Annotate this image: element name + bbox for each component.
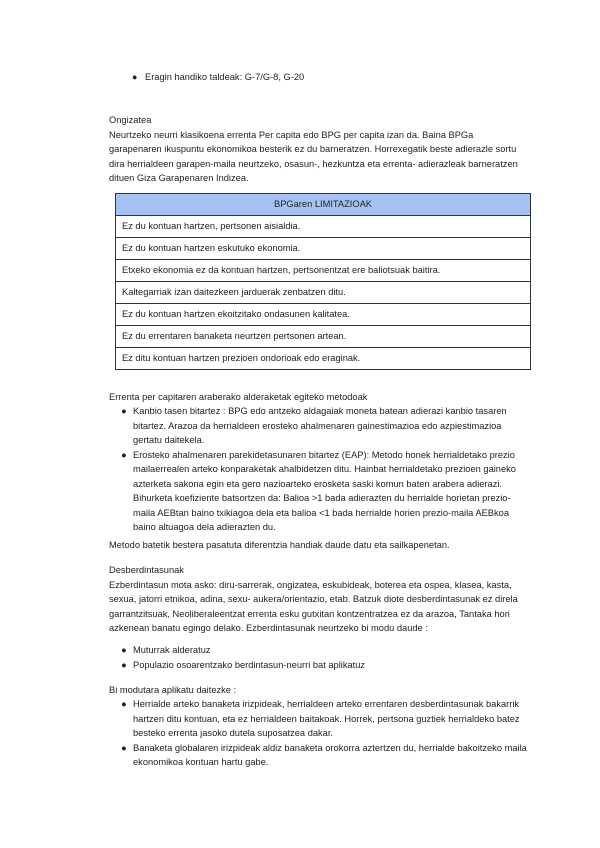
methods-footer: [109, 538, 524, 553]
table-row: [116, 326, 531, 348]
table-cell: Ez du kontuan hartzen ekoitzitako ondasunen kalitatea.: [116, 304, 531, 326]
table-cell: Ez du errentaren banaketa neurtzen pertsonen artean.: [116, 326, 531, 348]
methods-intro: [109, 390, 524, 405]
list-item: [121, 643, 533, 658]
table-cell: Kaltegarriak izan daitezkeen jarduerak zenbatzen ditu.: [116, 282, 531, 304]
bi-modutara-item-text: Banaketa globalaren irizpideak aldiz banaketa orokorra aztertzen du, herrialde bakoitzeko maila ekonomikoa kontuan hartu gabe.: [133, 742, 527, 767]
methods-footer-text: Metodo batetik bestera pasatuta diferentzia handiak daude datu eta sailkapenetan.: [109, 540, 450, 550]
desberdintasunak-paragraph: Ezberdintasun mota asko: diru-sarrerak, ongizatea, eskubideak, boterea eta ospea, klasea, kasta, sexua, jatorri etnikoa, adina, sexu- aukera/orientazio, etab. Batzuk diote desberdintasunak ez direla garrantzitsuak, Neoliberaleentzat errenta esku gutxitan kontzentratzea ez da arazoa, Tantaka hori azkenean banatu egingo delako. Ezberdintasunak neurtzeko bi modu daude :: [109, 579, 518, 633]
bullet-icon: ●: [121, 742, 127, 753]
desberdintasunak-list: [121, 643, 533, 672]
desberdintasunak-item-text: Muturrak alderatuz: [133, 645, 211, 655]
table-row: [116, 282, 531, 304]
list-item: [121, 697, 528, 741]
desberdintasunak-heading: Desberdintasunak: [109, 565, 184, 575]
limitations-table: [115, 193, 531, 370]
list-item: [121, 658, 533, 673]
table-row: [116, 260, 531, 282]
bullet-icon: ●: [132, 72, 138, 82]
ongizatea-section: [109, 113, 524, 186]
bullet-icon: ●: [121, 645, 127, 655]
top-bullet-item: [132, 70, 535, 85]
bi-modutara-intro-text: Bi modutara aplikatu daitezke :: [109, 685, 237, 695]
top-bullet-text: Eragin handiko taldeak: G-7/G-8, G-20: [145, 72, 305, 82]
list-item: [121, 404, 528, 448]
bullet-icon: ●: [121, 406, 127, 416]
bullet-icon: ●: [121, 659, 127, 670]
methods-item-text: Erosteko ahalmenaren parekidetasunaren bitartez (EAP): Metodo honek herrialdetako prezio mailaerrealen arteko konparaketak ahalbidetzen ditu. Hainbat herrialdetako prezioen gaineko azterketa sakona egin eta gero nazioarteko erosketa saski komun baten arabera adierazi. Bihurketa koefiziente batsortzen da: Balioa >1 bada adierazten du herrialde horietan prezio-maila AEBtan baino txikiagoa dela eta balioa <1 bada herrialde horien prezio-maila AEBkoa baino altuagoa dela adierazten du.: [133, 449, 516, 532]
desberdintasunak-item-text: Populazio osoarentzako berdintasun-neurri bat aplikatuz: [133, 659, 366, 670]
table-cell: Ez du kontuan hartzen, pertsonen aisialdia.: [116, 216, 531, 238]
list-item: [121, 741, 528, 770]
bullet-icon: ●: [121, 449, 127, 460]
table-row: [116, 348, 531, 370]
table-row: [116, 304, 531, 326]
table-row: [116, 216, 531, 238]
methods-intro-text: Errenta per capitaren araberako alderaketak egiteko metodoak: [109, 392, 368, 402]
table-cell: Etxeko ekonomia ez da kontuan hartzen, pertsonentzat ere baliotsuak baitira.: [116, 260, 531, 282]
bi-modutara-item-text: Herrialde arteko banaketa irizpideak, herrialdeen arteko errentaren desberdintasunak bakarrik hartzen ditu kontuan, eta ez herrialdeen baitakoak. Horrek, pertsona guztiek herrialdeko batez besteko errenta jasoko dutela suposatzea dakar.: [133, 699, 520, 738]
bi-modutara-list: [121, 697, 528, 770]
ongizatea-heading: Ongizatea: [109, 115, 152, 125]
list-item: [121, 448, 528, 535]
methods-item-text: Kanbio tasen bitartez : BPG edo antzeko aldagaiak moneta batean adierazi kanbio tasaren bitartez. Arazoa da herrialdeen erosteko ahalmenaren gainestimazioa edo azpiestimazioa gertatu daitekela.: [133, 406, 507, 445]
table-cell: Ez ditu kontuan hartzen prezioen ondorioak edo eraginak.: [116, 348, 531, 370]
bi-modutara-intro: [109, 683, 524, 698]
table-header: BPGaren LIMITAZIOAK: [116, 194, 531, 216]
table-row: [116, 238, 531, 260]
desberdintasunak-section: [109, 563, 524, 636]
bullet-icon: ●: [121, 699, 127, 709]
methods-list: [121, 404, 528, 535]
table-cell: Ez du kontuan hartzen eskutuko ekonomia.: [116, 238, 531, 260]
ongizatea-paragraph: Neurtzeko neurri klasikoena errenta Per capita edo BPG per capita izan da. Baina BPGa garapenaren ikuspuntu ekonomikoa besterik ez du barneratzen. Horrexegatik beste adierazle sortu dira herrialdeen garapen-maila neurtzeko, osasun-, hezkuntza eta errenta- adierazleak barneratzen dituen Giza Garapenaren Indizea.: [109, 129, 518, 183]
